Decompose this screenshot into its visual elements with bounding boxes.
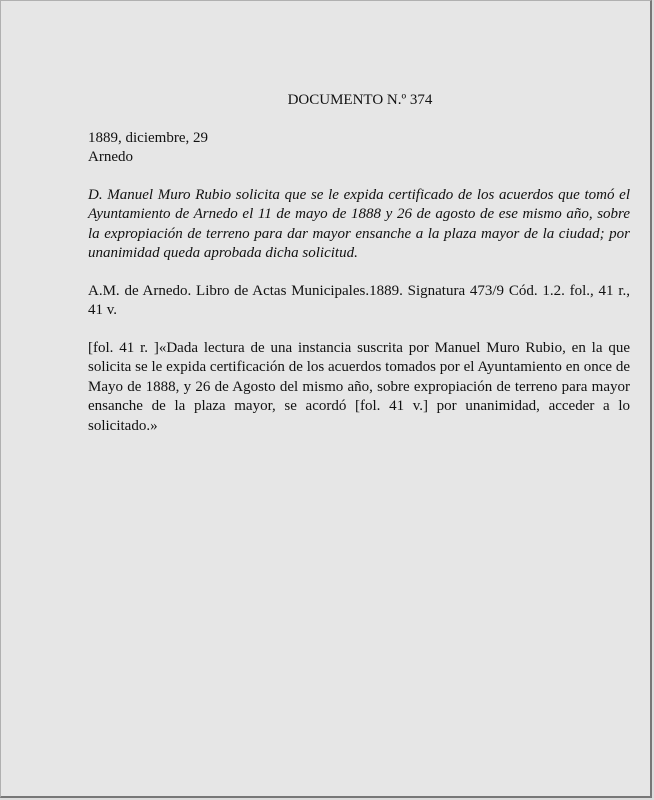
document-date: 1889, diciembre, 29 (88, 129, 208, 146)
document-summary: D. Manuel Muro Rubio solicita que se le expida certificado de los acuerdos que tomó el Ayuntamiento de Arnedo el 11 de mayo de 1888 y 26 de agosto de ese mismo año, sobre la expropiación de terreno para dar mayor ensanche a la plaza mayor de la ciudad; por unanimidad queda aprobada dicha solicitud. (88, 186, 630, 261)
document-transcription: [fol. 41 r. ]«Dada lectura de una instancia suscrita por Manuel Muro Rubio, en la que solicita se le expida certificación de los acuerdos tomados por el Ayuntamiento en once de Mayo de 1888, y 26 de Agosto del mismo año, sobre expropiación de terreno para mayor ensanche de la plaza mayor, se acordó [fol. 41 v.] por unanimidad, acceder a lo solicitado.» (88, 339, 630, 434)
document-title: DOCUMENTO N.º 374 (287, 92, 433, 108)
document-place: Arnedo (88, 149, 133, 165)
document-content (88, 91, 630, 436)
document-source: A.M. de Arnedo. Libro de Actas Municipales.1889. Signatura 473/9 Cód. 1.2. fol., 41 r., 41 v. (88, 282, 630, 318)
